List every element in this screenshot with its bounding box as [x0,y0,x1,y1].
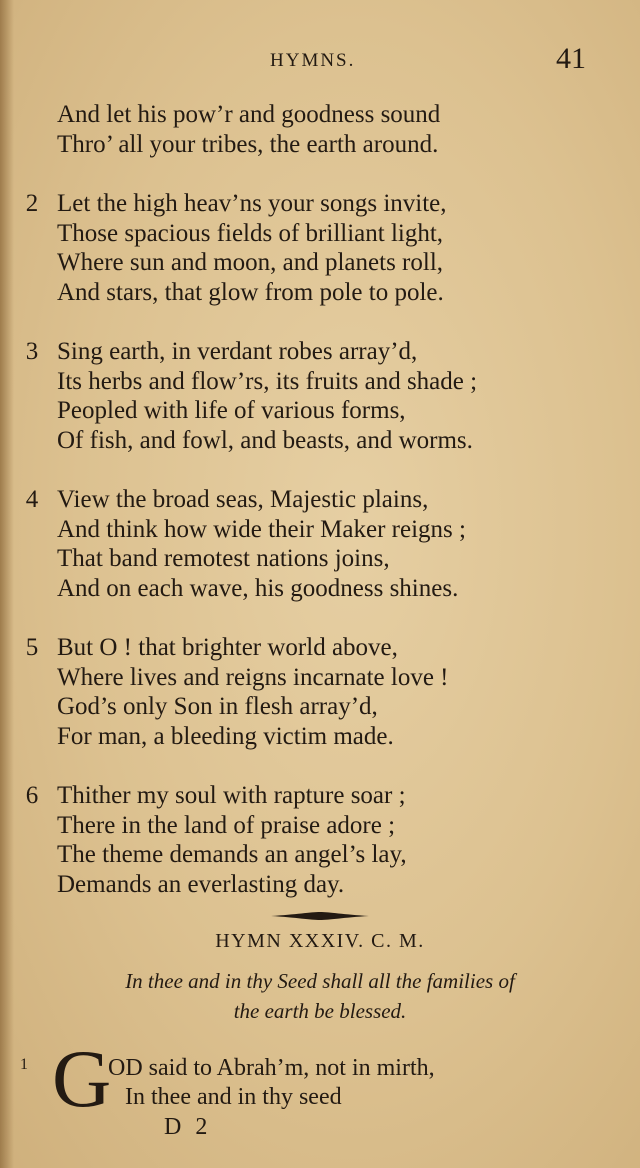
running-title: HYMNS. [270,50,356,71]
ornamental-rule [271,910,369,922]
verse-line: In thee and in thy seed [125,1084,342,1110]
verse-line: Sing earth, in verdant robes array’d, [57,338,418,365]
verse-line: That band remotest nations joins, [57,545,390,572]
hymn-xxxiv-opening [0,1033,640,1160]
stanza-number: 4 [25,486,39,513]
epigraph-line: In thee and in thy Seed shall all the families of [125,969,515,993]
verse-line: Of fish, and fowl, and beasts, and worms. [57,426,473,454]
verse-line: But O ! that brighter world above, [57,634,398,661]
stanza-continuation [0,100,640,159]
stanza-6 [0,781,640,899]
running-head [0,44,640,78]
verse-line: Thro’ all your tribes, the earth around. [57,130,439,158]
verse-line: The theme demands an angel’s lay, [57,841,407,868]
hymn-heading: HYMN XXXIV. C. M. [215,930,425,952]
verse-line: Where lives and reigns incarnate love ! [57,663,449,691]
verse-line: View the broad seas, Majestic plains, [57,486,429,513]
stanza-number: 5 [25,634,39,661]
stanza-number: 6 [25,782,39,809]
verse-line: Its herbs and flow’rs, its fruits and shade ; [57,367,478,395]
verse-line: Let the high heav’ns your songs invite, [57,190,447,217]
verse-line: And stars, that glow from pole to pole. [57,278,444,306]
verse-line: And on each wave, his goodness shines. [57,574,459,602]
verse-line: And let his pow’r and goodness sound [57,101,441,128]
signature-mark: D 2 [164,1114,212,1140]
drop-cap: G [52,1033,112,1124]
verse-line: God’s only Son in flesh array’d, [57,693,378,720]
stanza-number: 2 [25,190,39,217]
verse-line: There in the land of praise adore ; [57,811,396,839]
stanza-number: 1 [20,1056,28,1073]
verse-line: OD said to Abrah’m, not in mirth, [108,1055,435,1081]
page-number: 41 [556,42,586,75]
stanza-3 [0,337,640,455]
hymn-text [0,100,640,929]
verse-line: Demands an everlasting day. [57,870,345,898]
stanza-number: 3 [25,338,39,365]
scripture-epigraph [0,966,640,1026]
verse-line: And think how wide their Maker reigns ; [57,515,466,543]
verse-line: Those spacious fields of brilliant light, [57,219,444,247]
epigraph-line: the earth be blessed. [233,999,407,1023]
verse-line: Where sun and moon, and planets roll, [57,249,444,276]
verse-line: For man, a bleeding victim made. [57,722,394,750]
verse-line: Thither my soul with rapture soar ; [57,782,406,809]
stanza-4 [0,485,640,603]
verse-line: Peopled with life of various forms, [57,397,406,424]
stanza-2 [0,189,640,307]
stanza-5 [0,633,640,751]
